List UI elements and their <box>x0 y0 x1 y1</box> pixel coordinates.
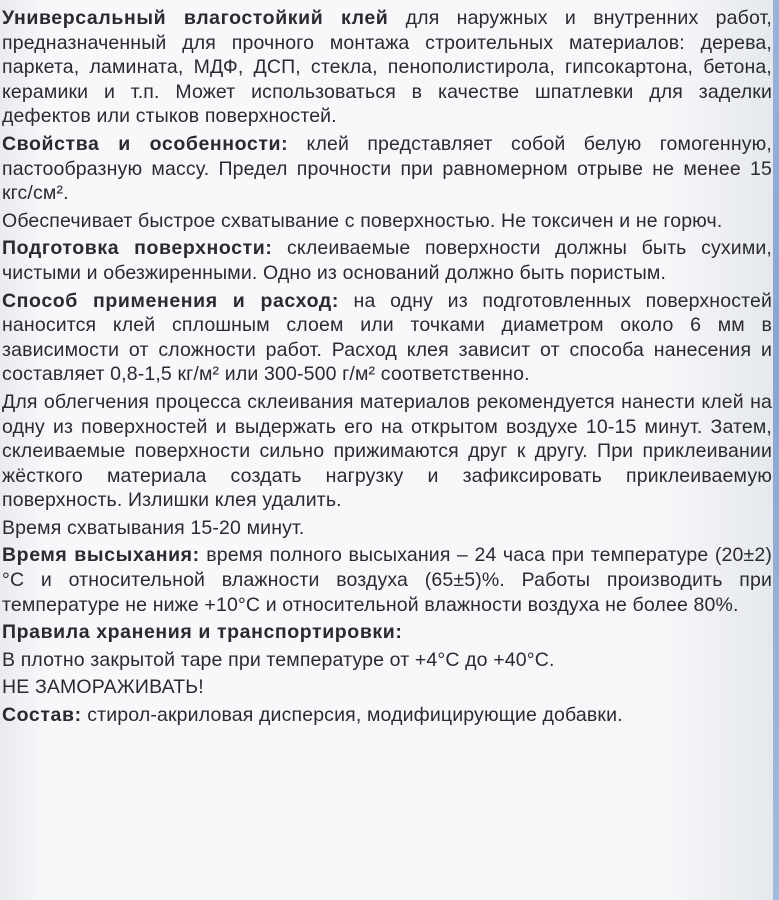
properties-text: клей представляет собой белую гомогенную, пастообразную массу. Предел прочности при равномерном отрыве не менее 15 кгс/см². <box>2 132 773 205</box>
properties-paragraph <box>2 132 772 206</box>
application-extra-paragraph: Для облегчения процесса склеивания материалов рекомендуется нанести клей на одну из поверхностей и выдержать его на открытом воздухе 10-15 минут. Затем, склеиваемые поверхности сильно прижимаются друг к другу. При приклеивании жёсткого материала создать нагрузку и зафиксировать приклеиваемую поверхность. Излишки клея удалить. <box>2 390 772 512</box>
intro-paragraph <box>2 6 772 129</box>
composition-text: стирол-акриловая дисперсия, модифицирующие добавки. <box>81 704 623 727</box>
properties-heading: Свойства и особенности: <box>2 132 289 155</box>
product-label-text <box>2 6 772 731</box>
setting-time-line: Время схватывания 15-20 минут. <box>2 516 305 539</box>
drying-heading: Время высыхания: <box>2 544 200 567</box>
preparation-paragraph <box>2 236 772 285</box>
intro-text: для наружных и внутренних работ, предназначенный для прочного монтажа строительных материалов: дерева, паркета, ламината, МДФ, ДСП, стекла, пенополистирола, гипсокартона, бетона, керамики и т.п. Может использоваться в качестве шпатлевки для заделки дефектов или стыков поверхностей. <box>2 7 772 128</box>
composition-paragraph <box>2 703 772 728</box>
application-text: на одну из подготовленных поверхностей наносится клей сплошным слоем или точками диаметром около 6 мм в зависимости от сложности работ. Расход клея зависит от способа нанесения и составляет 0,8-1,5 кг/м² или 300-500 г/м² соответственно. <box>2 289 773 386</box>
label-edge-stripe <box>773 0 779 900</box>
drying-paragraph <box>2 543 772 617</box>
preparation-heading: Подготовка поверхности: <box>2 237 273 260</box>
application-heading: Способ применения и расход: <box>2 289 339 312</box>
drying-text: время полного высыхания – 24 часа при температуре (20±2)°С и относительной влажности воздуха (65±5)%. Работы производить при температуре не ниже +10°С и относительной влажности воздуха не более 80%. <box>2 544 772 616</box>
storage-warning: НЕ ЗАМОРАЖИВАТЬ! <box>2 676 204 699</box>
product-name-heading: Универсальный влагостойкий клей <box>2 7 389 29</box>
properties-extra-paragraph: Обеспечивает быстрое схватывание с поверхностью. Не токсичен и не горюч. <box>2 209 723 232</box>
storage-heading: Правила хранения и транспортировки: <box>2 621 403 644</box>
composition-heading: Состав: <box>2 704 82 727</box>
preparation-text: склеиваемые поверхности должны быть сухими, чистыми и обезжиренными. Одно из оснований должно быть пористым. <box>2 237 772 284</box>
application-paragraph <box>2 289 772 387</box>
storage-text: В плотно закрытой таре при температуре от +4°С до +40°С. <box>2 648 555 671</box>
